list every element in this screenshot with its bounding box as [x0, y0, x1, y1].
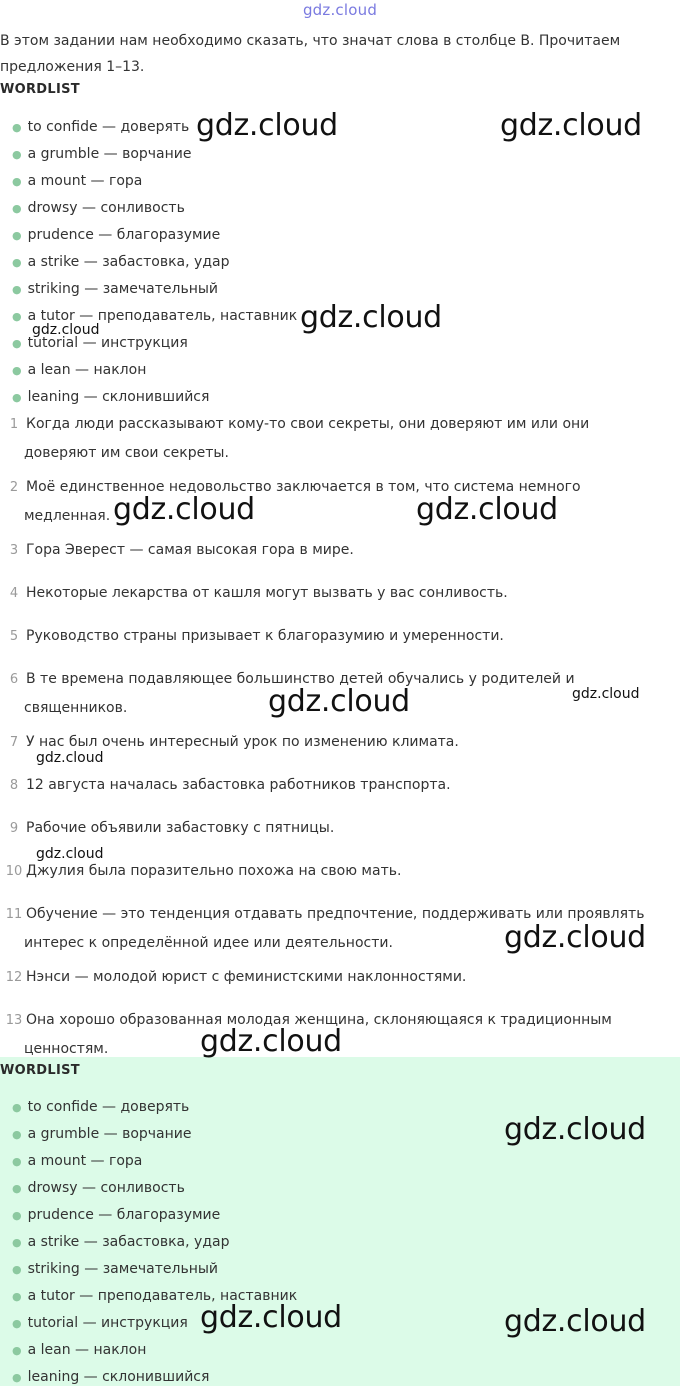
sentence-number: 2: [9, 480, 19, 495]
sentence-number: 12: [5, 970, 23, 985]
bullet-icon: ●: [12, 310, 22, 323]
list-item: ● a mount — гора: [12, 1153, 143, 1169]
watermark: gdz.cloud: [200, 1300, 342, 1335]
bullet-icon: ●: [12, 1128, 22, 1141]
watermark: gdz.cloud: [416, 492, 558, 527]
wordlist-heading: WORDLIST: [0, 82, 80, 97]
sentence-item: 10 Джулия была поразительно похожа на свою мать.: [0, 857, 665, 886]
watermark: gdz.cloud: [300, 300, 442, 335]
site-link[interactable]: gdz.cloud: [302, 1, 378, 19]
bullet-icon: ●: [12, 1209, 22, 1222]
list-item: ● a grumble — ворчание: [12, 1126, 192, 1142]
list-item: ● leaning — склонившийся: [12, 1369, 210, 1385]
watermark: gdz.cloud: [196, 108, 338, 143]
bullet-icon: ●: [12, 1344, 22, 1357]
bullet-icon: ●: [12, 337, 22, 350]
bullet-icon: ●: [12, 283, 22, 296]
watermark: gdz.cloud: [200, 1024, 342, 1059]
bullet-icon: ●: [12, 256, 22, 269]
bullet-icon: ●: [12, 175, 22, 188]
list-item: ● a tutor — преподаватель, наставник: [12, 308, 298, 324]
bullet-icon: ●: [12, 121, 22, 134]
sentence-item: 6 В те времена подавляющее большинство детей обучались у родителей и священников.: [0, 665, 665, 722]
list-item: ● prudence — благоразумие: [12, 1207, 221, 1223]
wordlist: [12, 1094, 297, 1391]
bullet-icon: ●: [12, 148, 22, 161]
list-item: ● a lean — наклон: [12, 1342, 147, 1358]
list-item: ● tutorial — инструкция: [12, 1315, 188, 1331]
sentence-number: 1: [9, 417, 19, 432]
wordlist-heading: WORDLIST: [0, 1063, 80, 1078]
sentence-number: 7: [9, 735, 19, 750]
bullet-icon: ●: [12, 364, 22, 377]
list-item: ● a strike — забастовка, удар: [12, 1234, 230, 1250]
watermark: gdz.cloud: [504, 920, 646, 955]
list-item: ● a grumble — ворчание: [12, 146, 192, 162]
sentence-item: 4 Некоторые лекарства от кашля могут вызвать у вас сонливость.: [0, 579, 665, 608]
watermark: gdz.cloud: [113, 492, 255, 527]
watermark: gdz.cloud: [572, 686, 640, 702]
list-item: ● a lean — наклон: [12, 362, 147, 378]
watermark: gdz.cloud: [504, 1304, 646, 1339]
sentence-number: 10: [5, 864, 23, 879]
watermark: gdz.cloud: [504, 1112, 646, 1147]
bullet-icon: ●: [12, 1263, 22, 1276]
sentence-item: 2 Моё единственное недовольство заключается в том, что система немного медленная.: [0, 473, 665, 530]
bullet-icon: ●: [12, 1182, 22, 1195]
sentence-number: 11: [5, 907, 23, 922]
list-item: ● striking — замечательный: [12, 281, 219, 297]
bullet-icon: ●: [12, 1236, 22, 1249]
bullet-icon: ●: [12, 1290, 22, 1303]
bullet-icon: ●: [12, 202, 22, 215]
watermark: gdz.cloud: [268, 684, 410, 719]
list-item: ● leaning — склонившийся: [12, 389, 210, 405]
bullet-icon: ●: [12, 1155, 22, 1168]
sentence-number: 4: [9, 586, 19, 601]
list-item: ● a mount — гора: [12, 173, 143, 189]
list-item: ● drowsy — сонливость: [12, 200, 185, 216]
sentence-item: 11 Обучение — это тенденция отдавать предпочтение, поддерживать или проявлять интерес к определённой идее или деятельности.: [0, 900, 665, 957]
watermark: gdz.cloud: [500, 108, 642, 143]
sentence-number: 3: [9, 543, 19, 558]
list-item: ● striking — замечательный: [12, 1261, 219, 1277]
list-item: ● a tutor — преподаватель, наставник: [12, 1288, 298, 1304]
bullet-icon: ●: [12, 1101, 22, 1114]
sentence-number: 8: [9, 778, 19, 793]
watermark: gdz.cloud: [32, 322, 100, 338]
sentence-item: 5 Руководство страны призывает к благоразумию и умеренности.: [0, 622, 665, 651]
sentence-number: 6: [9, 672, 19, 687]
sentence-item: 7 У нас был очень интересный урок по изменению климата.: [0, 728, 665, 757]
bullet-icon: ●: [12, 1371, 22, 1384]
watermark: gdz.cloud: [36, 846, 104, 862]
bullet-icon: ●: [12, 1317, 22, 1330]
watermark: gdz.cloud: [36, 750, 104, 766]
list-item: ● drowsy — сонливость: [12, 1180, 185, 1196]
list-item: ● to confide — доверять: [12, 1099, 190, 1115]
bullet-icon: ●: [12, 391, 22, 404]
sentence-number: 5: [9, 629, 19, 644]
list-item: ● to confide — доверять: [12, 119, 190, 135]
bullet-icon: ●: [12, 229, 22, 242]
sentence-number: 9: [9, 821, 19, 836]
sentence-item: 3 Гора Эверест — самая высокая гора в мире.: [0, 536, 665, 565]
sentence-item: 1 Когда люди рассказывают кому-то свои секреты, они доверяют им или они доверяют им свои секреты.: [0, 410, 665, 467]
sentence-item: 8 12 августа началась забастовка работников транспорта.: [0, 771, 665, 800]
intro-text: В этом задании нам необходимо сказать, что значат слова в столбце B. Прочитаем предложения 1–13.: [0, 33, 621, 75]
sentence-item: 12 Нэнси — молодой юрист с феминистскими наклонностями.: [0, 963, 665, 992]
sentence-item: 9 Рабочие объявили забастовку с пятницы.: [0, 814, 665, 843]
sentence-item: 13 Она хорошо образованная молодая женщина, склоняющаяся к традиционным ценностям.: [0, 1006, 665, 1063]
list-item: ● a strike — забастовка, удар: [12, 254, 230, 270]
sentence-number: 13: [5, 1013, 23, 1028]
list-item: ● prudence — благоразумие: [12, 227, 221, 243]
list-item: ● tutorial — инструкция: [12, 335, 188, 351]
